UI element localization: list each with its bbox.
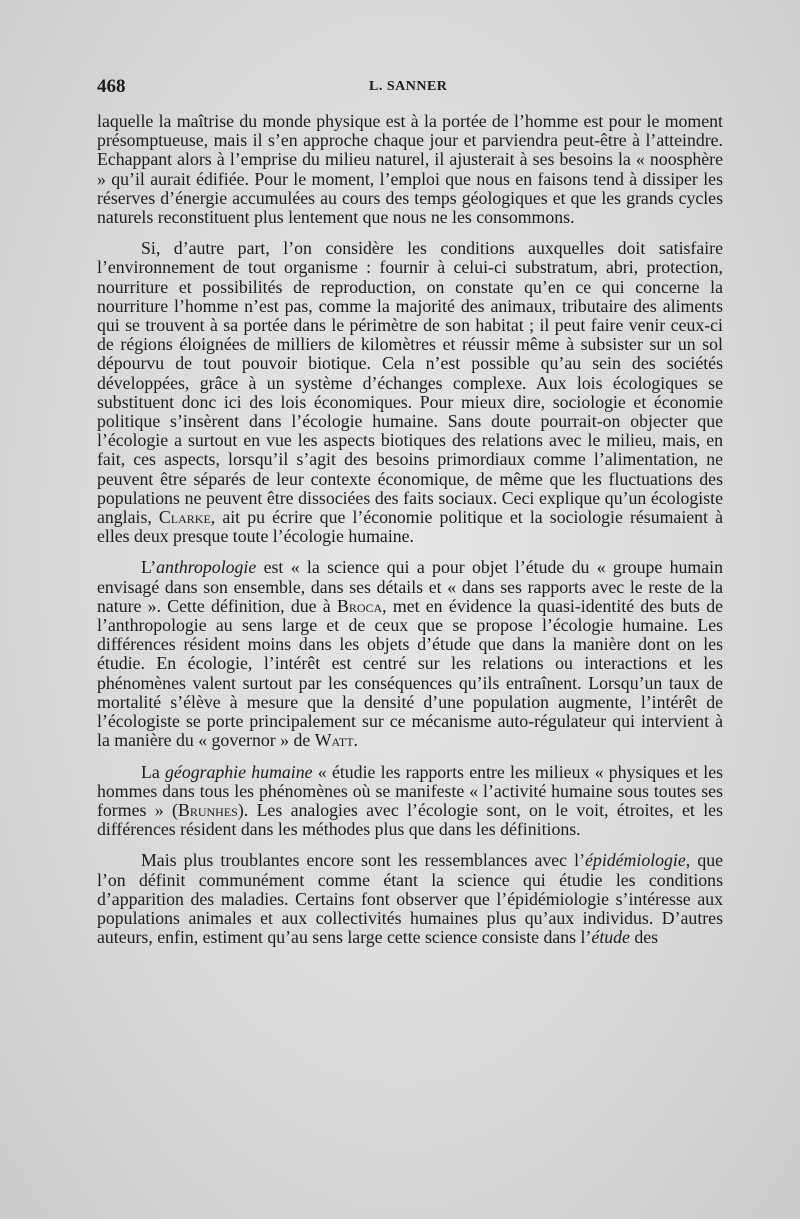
paragraph-2 [97, 239, 723, 546]
text-run: , ait pu écrire que l’économie politique et la sociologie résumaient à elles deux presque toute l’écologie humaine. [97, 507, 723, 547]
paragraph-3 [97, 558, 723, 750]
emphasized-term: anthropologie [156, 557, 257, 578]
paragraph-4 [97, 763, 723, 840]
text-run: des [629, 927, 659, 948]
emphasized-term: épidémiologie [585, 850, 686, 871]
paragraph-1 [97, 112, 723, 227]
text-run: Mais plus troublantes encore sont les ressemblances avec l’ [141, 850, 586, 871]
author-name: Watt [314, 730, 354, 751]
running-head-author: L. SANNER [369, 79, 448, 94]
text-run: ). Les analogies avec l’écologie sont, on le voit, étroites, et les différences résident dans les méthodes plus que dans les définitions. [97, 799, 723, 840]
text-run: L’ [141, 557, 157, 578]
emphasized-term: géographie humaine [165, 761, 313, 782]
text-run: La [141, 761, 166, 782]
text-run: . [353, 730, 358, 751]
author-name: Brunhes [177, 799, 238, 820]
text-run: laquelle la maîtrise du monde physique est à la portée de l’homme est pour le moment présomptueuse, mais il s’en approche chaque jour et parviendra peut-être à l’atteindre. Echappant alors à l’emprise du milieu naturel, il ajusterait à ses besoins la « noosphère » qu’il aurait édifiée. Pour le moment, l’emploi que nous en faisons tend à dissiper les réserves d’énergie accumulées au cours des temps géologiques et que les grands cycles naturels reconstituent plus lentement que nous ne les consommons. [97, 111, 723, 228]
body-text [97, 112, 723, 959]
paragraph-5 [97, 851, 723, 947]
page-number: 468 [97, 76, 126, 97]
text-run: Si, d’autre part, l’on considère les conditions auxquelles doit satisfaire l’environnement de tout organisme : fournir à celui-ci substratum, abri, protection, nourriture et possibilités de reproduction, on constate qu’en ce qui concerne la nourriture l’homme n’est pas, comme la majorité des animaux, tributaire des aliments qui se trouvent à sa portée dans le périmètre de son habitat ; il peut faire venir ceux-ci de régions éloignées de milliers de kilomètres et réussir même à subsister sur un sol dépourvu de tout pouvoir biotique. Cela n’est possible qu’au sein des sociétés développées, grâce à un système d’échanges complexe. Aux lois écologiques se substituent donc ici des lois économiques. Pour mieux dire, sociologie et économie politique s’insèrent dans l’écologie humaine. Sans doute pourrait-on objecter que l’écologie a surtout en vue les aspects biotiques des relations avec le milieu, mais, en fait, ces aspects, lorsqu’il s’agit des besoins primordiaux comme l’alimentation, ne peuvent être séparés de leur contexte économique, de même que les fluctuations des populations ne peuvent être dissociées des faits sociaux. Ceci explique qu’un écologiste anglais, [97, 238, 723, 528]
author-name: Clarke [158, 507, 211, 528]
text-run: , que l’on définit communément comme étant la science qui étudie les conditions d’apparition des maladies. Certains font observer que l’épidémiologie s’intéresse aux populations animales et aux collectivités humaines plus qu’aux individus. D’autres auteurs, enfin, estiment qu’au sens large cette science consiste dans l’ [97, 850, 723, 948]
page-header [97, 76, 722, 100]
emphasized-term: étude [591, 927, 630, 948]
text-run: est « la science qui a pour objet l’étude du « groupe humain envisagé dans son ensemble, dans ses détails et « dans ses rapports avec le reste de la nature ». Cette définition, due à [97, 557, 723, 616]
text-run: , met en évidence la quasi-identité des buts de l’anthropologie au sens large et de ceux que se propose l’écologie humaine. Les différences résident moins dans les objets d’étude que dans la manière dont on les étudie. En écologie, l’intérêt est centré sur les relations ou interactions et les phénomènes valent surtout par les conséquences qu’ils entraînent. Lorsqu’un taux de mortalité s’élève à mesure que la densité d’une population augmente, l’intérêt de l’écologiste se porte principalement sur ce mécanisme auto-régulateur qui intervient à la manière du « governor » de [97, 595, 724, 751]
author-name: Broca [336, 595, 383, 616]
text-run: « étudie les rapports entre les milieux « physiques et les hommes dans tous les phénomènes où se manifeste « l’activité humaine sous toutes ses formes » ( [97, 761, 724, 820]
